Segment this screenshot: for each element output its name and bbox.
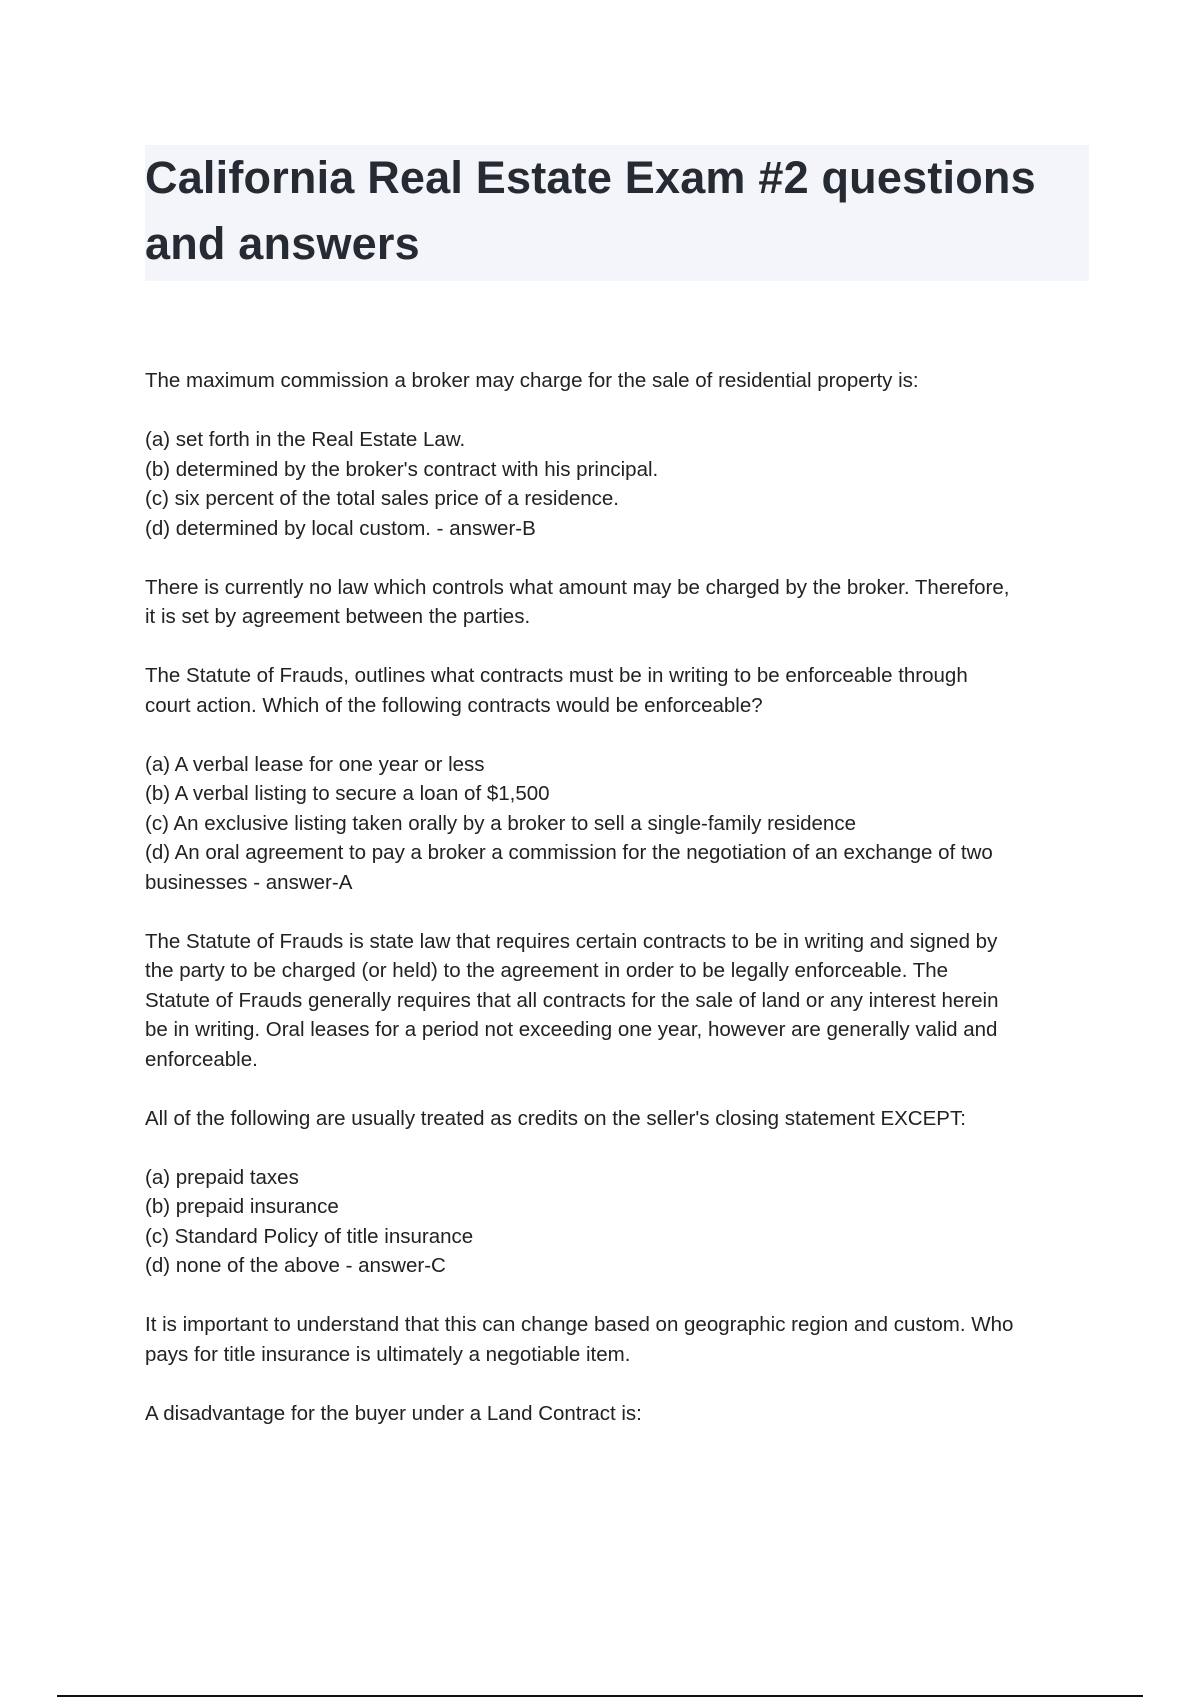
answer-options — [145, 1163, 1089, 1281]
title-line: and answers — [145, 218, 420, 269]
text-line: It is important to understand that this can change based on geographic region and custom. Who — [145, 1313, 1014, 1336]
text-line: be in writing. Oral leases for a period not exceeding one year, however are generally valid and — [145, 1018, 998, 1041]
question-paragraph — [145, 661, 1089, 720]
text-line: enforceable. — [145, 1047, 258, 1071]
answer-options — [145, 425, 1089, 543]
option-line: businesses - answer-A — [145, 870, 353, 894]
option-line: (d) An oral agreement to pay a broker a commission for the negotiation of an exchange of two — [145, 841, 993, 864]
option-line: (b) A verbal listing to secure a loan of $1,500 — [145, 782, 550, 805]
footer-divider — [57, 1695, 1143, 1697]
document-body — [145, 366, 1089, 1458]
question-paragraph — [145, 1399, 1089, 1429]
text-line: pays for title insurance is ultimately a negotiable item. — [145, 1342, 631, 1366]
title-line: California Real Estate Exam #2 questions — [145, 152, 1036, 203]
option-line: (a) set forth in the Real Estate Law. — [145, 428, 466, 451]
text-line: The Statute of Frauds is state law that requires certain contracts to be in writing and signed by — [145, 929, 998, 953]
option-line: (a) prepaid taxes — [145, 1165, 299, 1189]
question-paragraph — [145, 1104, 1089, 1134]
text-line: A disadvantage for the buyer under a Land Contract is: — [145, 1401, 642, 1425]
option-line: (c) Standard Policy of title insurance — [145, 1224, 474, 1248]
text-line: the party to be charged (or held) to the agreement in order to be legally enforceable. The — [145, 959, 949, 982]
text-line: it is set by agreement between the parties. — [145, 605, 531, 628]
explanation-paragraph — [145, 927, 1089, 1075]
text-line: Statute of Frauds generally requires that all contracts for the sale of land or any interest herein — [145, 988, 999, 1012]
text-line: court action. Which of the following contracts would be enforceable? — [145, 693, 763, 717]
page-title — [145, 145, 1089, 277]
explanation-paragraph — [145, 1310, 1089, 1369]
question-paragraph — [145, 366, 1089, 396]
option-line: (d) none of the above - answer-C — [145, 1254, 446, 1277]
explanation-paragraph — [145, 573, 1089, 632]
text-line: All of the following are usually treated as credits on the seller's closing statement EXCEPT: — [145, 1106, 966, 1130]
text-line: The maximum commission a broker may charge for the sale of residential property is: — [145, 369, 919, 392]
option-line: (b) determined by the broker's contract with his principal. — [145, 457, 659, 481]
option-line: (b) prepaid insurance — [145, 1195, 339, 1218]
answer-options — [145, 750, 1089, 898]
text-line: The Statute of Frauds, outlines what contracts must be in writing to be enforceable through — [145, 664, 968, 687]
option-line: (a) A verbal lease for one year or less — [145, 752, 485, 776]
title-block — [145, 145, 1089, 281]
text-line: There is currently no law which controls what amount may be charged by the broker. Therefore, — [145, 575, 1010, 599]
option-line: (d) determined by local custom. - answer-B — [145, 516, 536, 540]
option-line: (c) An exclusive listing taken orally by a broker to sell a single-family residence — [145, 811, 856, 835]
option-line: (c) six percent of the total sales price of a residence. — [145, 487, 620, 510]
